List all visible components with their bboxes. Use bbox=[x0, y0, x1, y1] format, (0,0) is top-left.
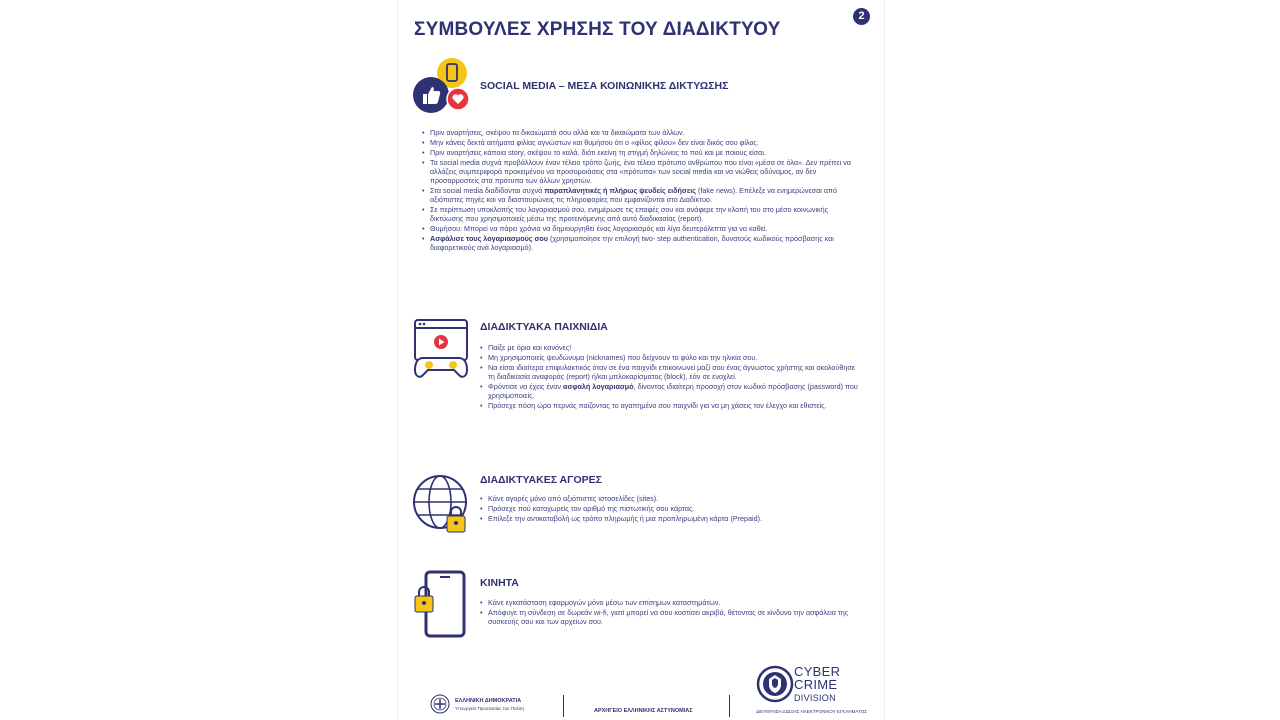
tip-text: (χρησιμοποίησε την επιλογή two- step authentication, δυνατούς κωδικούς πρόσβασης και διαφορετικούς ανά λογαριασμό). bbox=[430, 234, 834, 252]
cyber-subtitle: ΔΙΕΥΘΥΝΣΗ ΔΙΩΞΗΣ ΗΛΕΚΤΡΟΝΙΚΟΥ ΕΓΚΛΗΜΑΤΟΣ bbox=[756, 709, 867, 714]
mobile-tip-item bbox=[480, 608, 860, 626]
games-tip-item bbox=[480, 401, 860, 410]
games-tip-item bbox=[480, 343, 860, 352]
tip-text: Τα social media συχνά προβάλλουν έναν τέλειο τρόπο ζωής, ένα τέλειο πρότυπο ανθρώπου που είναι «μέσα σε όλα». Δεν πρέπει να αλλάζεις συμπεριφορά προκειμένου να προσομοιάσεις στα «πρότυπα» των social media και να νιώθεις αδύναμος, αν δεν προσαρμοστείς στα πρότυπα των άλλων χρηστών. bbox=[430, 158, 851, 185]
greek-emblem-icon bbox=[430, 694, 450, 714]
tip-text: Σε περίπτωση υποκλοπής του λογαριασμού σου, ενημέρωσε τις επαφές σου και ανάφερε την κλοπή του στο μέσο κοινωνικής δικτύωσης που χρησιμοποιείς μέσω της προτεινόμενης από αυτό διαδικασίας (report). bbox=[430, 205, 829, 223]
tip-text: (fake news). Επέλεξε να ενημερώνεσαι από αξιόπιστες πηγές και να διασταυρώνεις τις πληροφορίες που εμφανίζονται στο Διαδίκτυο. bbox=[430, 186, 837, 204]
cyber-line2: CRIME bbox=[794, 677, 838, 692]
social-tip-item bbox=[422, 205, 852, 223]
cyber-line3: DIVISION bbox=[794, 693, 836, 703]
shopping-list bbox=[480, 494, 860, 524]
footer bbox=[398, 660, 884, 720]
page-title: ΣΥΜΒΟΥΛΕΣ ΧΡΗΣΗΣ ΤΟΥ ΔΙΑΔΙΚΤΥΟΥ bbox=[414, 19, 781, 40]
police-hq-label: ΑΡΧΗΓΕΙΟ ΕΛΛΗΝΙΚΗΣ ΑΣΤΥΝΟΜΙΑΣ bbox=[594, 708, 693, 714]
games-title: ΔΙΑΔΙΚΤΥΑΚΑ ΠΑΙΧΝΙΔΙΑ bbox=[480, 321, 608, 333]
social-media-title: SOCIAL MEDIA – ΜΕΣΑ ΚΟΙΝΩΝΙΚΗΣ ΔΙΚΤΥΩΣΗΣ bbox=[480, 80, 729, 92]
tip-emphasis: παραπλανητικές ή πλήρως ψευδείς ειδήσεις bbox=[544, 186, 696, 195]
phone-lock-icon bbox=[414, 570, 468, 640]
tip-text: , δίνοντας ιδιαίτερη προσοχή στον κωδικό πρόσβασης (password) που χρησιμοποιείς. bbox=[488, 382, 858, 400]
gamepad-icon bbox=[413, 318, 471, 380]
tip-text: Φρόντισε να έχεις έναν bbox=[488, 382, 564, 391]
mobile-tip-item bbox=[480, 598, 860, 607]
tip-text: Κάνε εγκατάσταση εφαρμογών μόνο μέσω των επίσημων καταστημάτων. bbox=[488, 598, 721, 607]
tip-emphasis: Ασφάλισε τους λογαριασμούς σου bbox=[430, 234, 548, 243]
social-tip-item bbox=[422, 224, 852, 233]
mobile-title: ΚΙΝΗΤΑ bbox=[480, 577, 519, 589]
shopping-tip-item bbox=[480, 504, 860, 513]
social-tip-item bbox=[422, 138, 852, 147]
shopping-tip-item bbox=[480, 494, 860, 503]
games-list bbox=[480, 343, 860, 411]
shopping-title: ΔΙΑΔΙΚΤΥΑΚΕΣ ΑΓΟΡΕΣ bbox=[480, 474, 602, 486]
footer-divider bbox=[729, 695, 730, 717]
tip-text: Πριν αναρτήσεις κάποια story, σκέψου το καλά, διότι εκείνη τη στιγμή δηλώνεις το πού και με ποιους είσαι. bbox=[430, 148, 766, 157]
tip-text: Κάνε αγορές μόνο από αξιόπιστες ιστοσελίδες (sites). bbox=[488, 494, 659, 503]
footer-divider bbox=[563, 695, 564, 717]
tip-text: Παίξε με όρια και κανόνες! bbox=[488, 343, 572, 352]
tip-text: Πριν αναρτήσεις, σκέψου τα δικαιώματά σου αλλά και τα δικαιώματα των άλλων. bbox=[430, 128, 685, 137]
social-media-icon bbox=[412, 57, 472, 115]
tip-text: Στα social media διαδίδονται συχνά bbox=[430, 186, 545, 195]
tip-text: Πρόσεχε πού καταχωρείς τον αριθμό της πιστωτικής σου κάρτας. bbox=[488, 504, 695, 513]
tip-emphasis: ασφαλή λογαριασμό bbox=[563, 382, 634, 391]
document-page bbox=[397, 0, 885, 720]
gov-title: ΕΛΛΗΝΙΚΗ ΔΗΜΟΚΡΑΤΙΑ bbox=[455, 698, 522, 704]
games-tip-item bbox=[480, 382, 860, 400]
cyber-line1: CYBER bbox=[794, 664, 841, 679]
games-tip-item bbox=[480, 353, 860, 362]
tip-text: Θυμήσου: Μπορεί να πάρει χρόνια να δημιουργηθεί ένας λογαριασμός και λίγα δευτερόλεπτα για να καθεί. bbox=[430, 224, 768, 233]
globe-lock-icon bbox=[413, 472, 473, 536]
page-number-badge: 2 bbox=[853, 8, 870, 25]
tip-text: Μην κάνεις δεκτά αιτήματα φιλίας αγνώστων και θυμήσου ότι ο «φίλος φίλου» δεν είναι δικός σου φίλος. bbox=[430, 138, 759, 147]
social-tip-item bbox=[422, 186, 852, 204]
social-tip-item bbox=[422, 234, 852, 252]
tip-text: Επίλεξε την αντικαταβολή ως τρόπο πληρωμής ή μια προπληρωμένη κάρτα (Prepaid). bbox=[488, 514, 763, 523]
gov-subtitle: Υπουργείο Προστασίας του Πολίτη bbox=[455, 706, 524, 711]
tip-text: Απόφυγε τη σύνδεση σε δωρεάν wi-fi, γιατί μπορεί να σου κοστίσει ακριβά, θέτοντας σε κίνδυνο την ασφάλεια της συσκευής σου και των αρχείων σου. bbox=[488, 608, 849, 626]
social-media-list bbox=[422, 128, 852, 253]
social-tip-item bbox=[422, 148, 852, 157]
tip-text: Να είσαι ιδιαίτερα επιφυλακτικός όταν σε ένα παιχνίδι επικοινωνεί μαζί σου ένας άγνωστος χρήστης και ακολούθησε τη διαδικασία αναφοράς (report) ή/και μπλοκαρίσματος (block), εάν σε ενοχλεί. bbox=[488, 363, 855, 381]
police-badge-icon bbox=[756, 665, 794, 703]
games-tip-item bbox=[480, 363, 860, 381]
tip-text: Μη χρησιμοποιείς ψευδώνυμα (nicknames) που δείχνουν το φύλο και την ηλικία σου. bbox=[488, 353, 758, 362]
tip-text: Πρόσεχε πόση ώρα περνάς παίζοντας το αγαπημένο σου παιχνίδι για να μη χάσεις τον έλεγχο και εθιστείς. bbox=[488, 401, 827, 410]
mobile-list bbox=[480, 598, 860, 627]
shopping-tip-item bbox=[480, 514, 860, 523]
social-tip-item bbox=[422, 128, 852, 137]
social-tip-item bbox=[422, 158, 852, 185]
